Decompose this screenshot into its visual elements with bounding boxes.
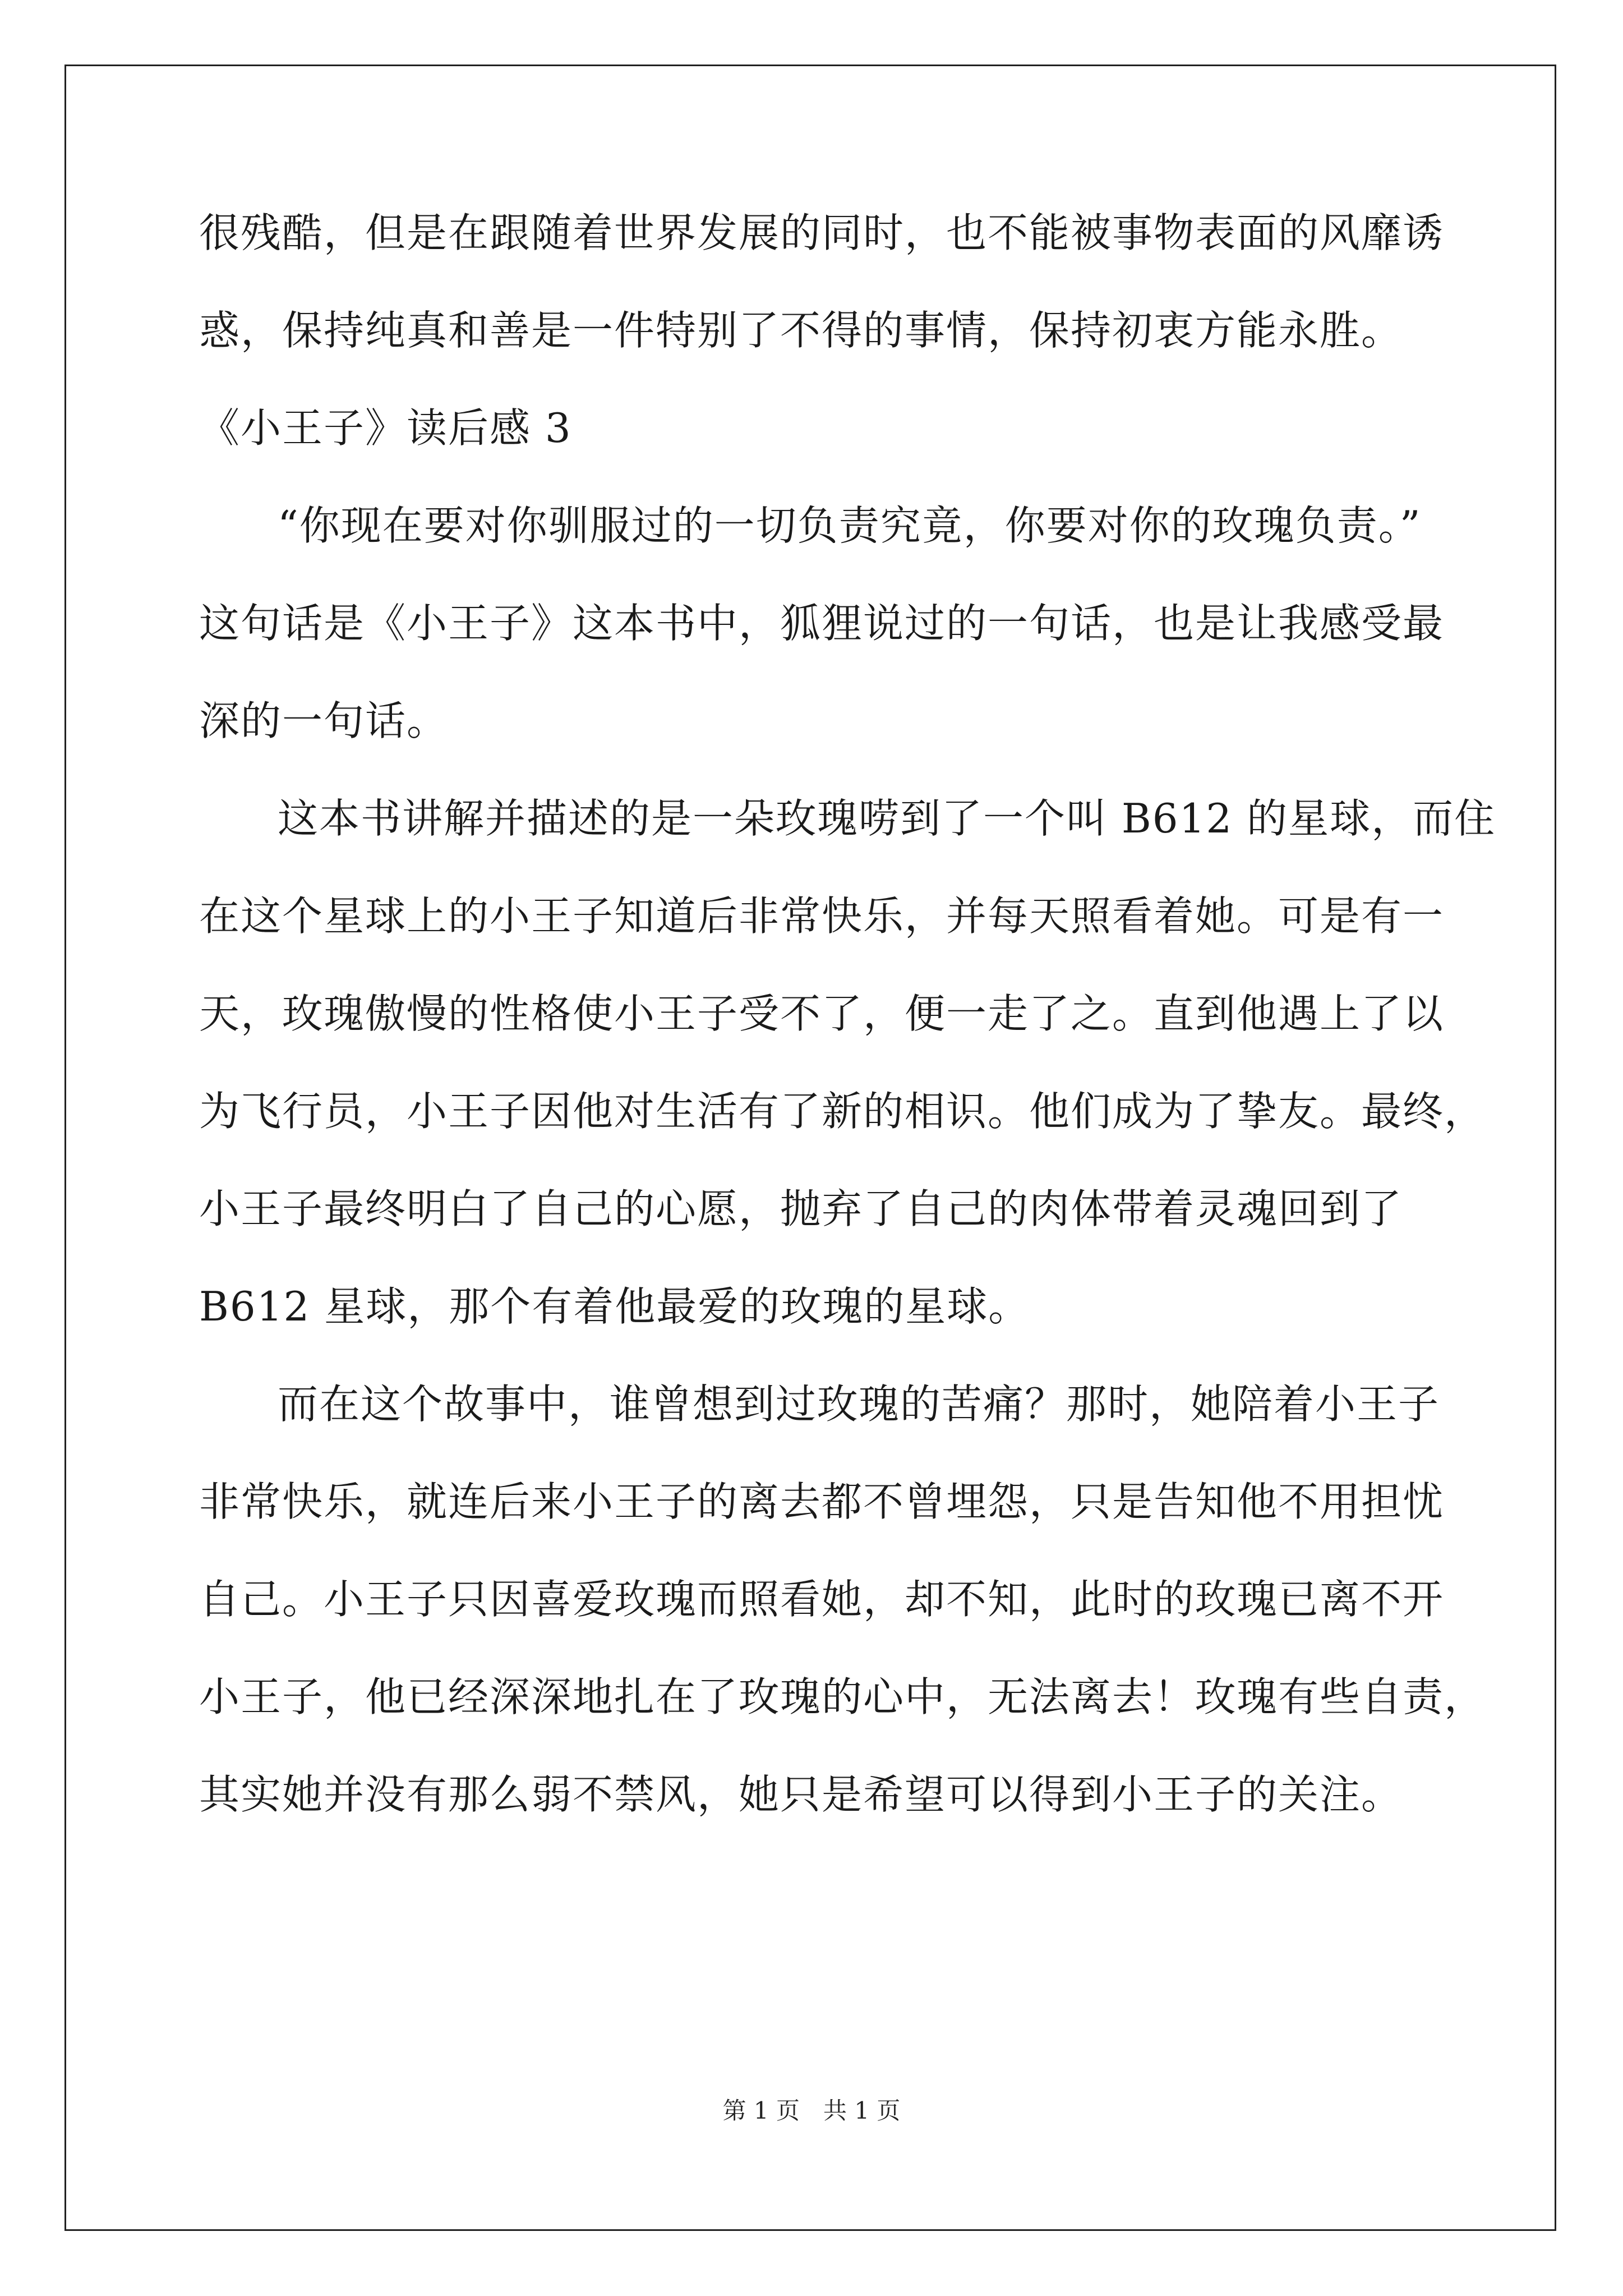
text-line: 为飞行员，小王子因他对生活有了新的相识。他们成为了挚友。最终，	[199, 1088, 1486, 1135]
text-line: 其实她并没有那么弱不禁风，她只是希望可以得到小王子的关注。	[199, 1771, 1403, 1818]
text-line: 深的一句话。	[199, 697, 449, 744]
document-body	[199, 209, 1496, 1875]
text-line: 小王子最终明白了自己的心愿，抛弃了自己的肉体带着灵魂回到了	[199, 1185, 1403, 1232]
text-line: 很残酷，但是在跟随着世界发展的同时，也不能被事物表面的风靡诱	[199, 209, 1445, 256]
text-line: 而在这个故事中，谁曾想到过玫瑰的苦痛？那时，她陪着小王子	[278, 1381, 1440, 1428]
page-number-footer: 第 1 页 共 1 页	[722, 2097, 901, 2124]
text-line: 这本书讲解并描述的是一朵玫瑰唠到了一个叫 B612 的星球，而住	[278, 795, 1496, 842]
text-line: 小王子，他已经深深地扎在了玫瑰的心中，无法离去！玫瑰有些自责，	[199, 1673, 1486, 1720]
text-line: 自己。小王子只因喜爱玫瑰而照看她，却不知，此时的玫瑰已离不开	[199, 1576, 1445, 1623]
text-line: 惑，保持纯真和善是一件特别了不得的事情，保持初衷方能永胜。	[199, 307, 1403, 354]
text-line: 天，玫瑰傲慢的性格使小王子受不了，便一走了之。直到他遇上了以	[199, 990, 1445, 1037]
text-line: 非常快乐，就连后来小王子的离去都不曾埋怨，只是告知他不用担忧	[199, 1478, 1445, 1525]
text-line: B612 星球，那个有着他最爱的玫瑰的星球。	[199, 1283, 1030, 1330]
text-line: 这句话是《小王子》这本书中，狐狸说过的一句话，也是让我感受最	[199, 600, 1445, 647]
section-heading: 《小王子》读后感 3	[199, 404, 572, 452]
text-line: “你现在要对你驯服过的一切负责究竟，你要对你的玫瑰负责。”	[278, 502, 1422, 549]
text-line: 在这个星球上的小王子知道后非常快乐，并每天照看着她。可是有一	[199, 892, 1445, 940]
